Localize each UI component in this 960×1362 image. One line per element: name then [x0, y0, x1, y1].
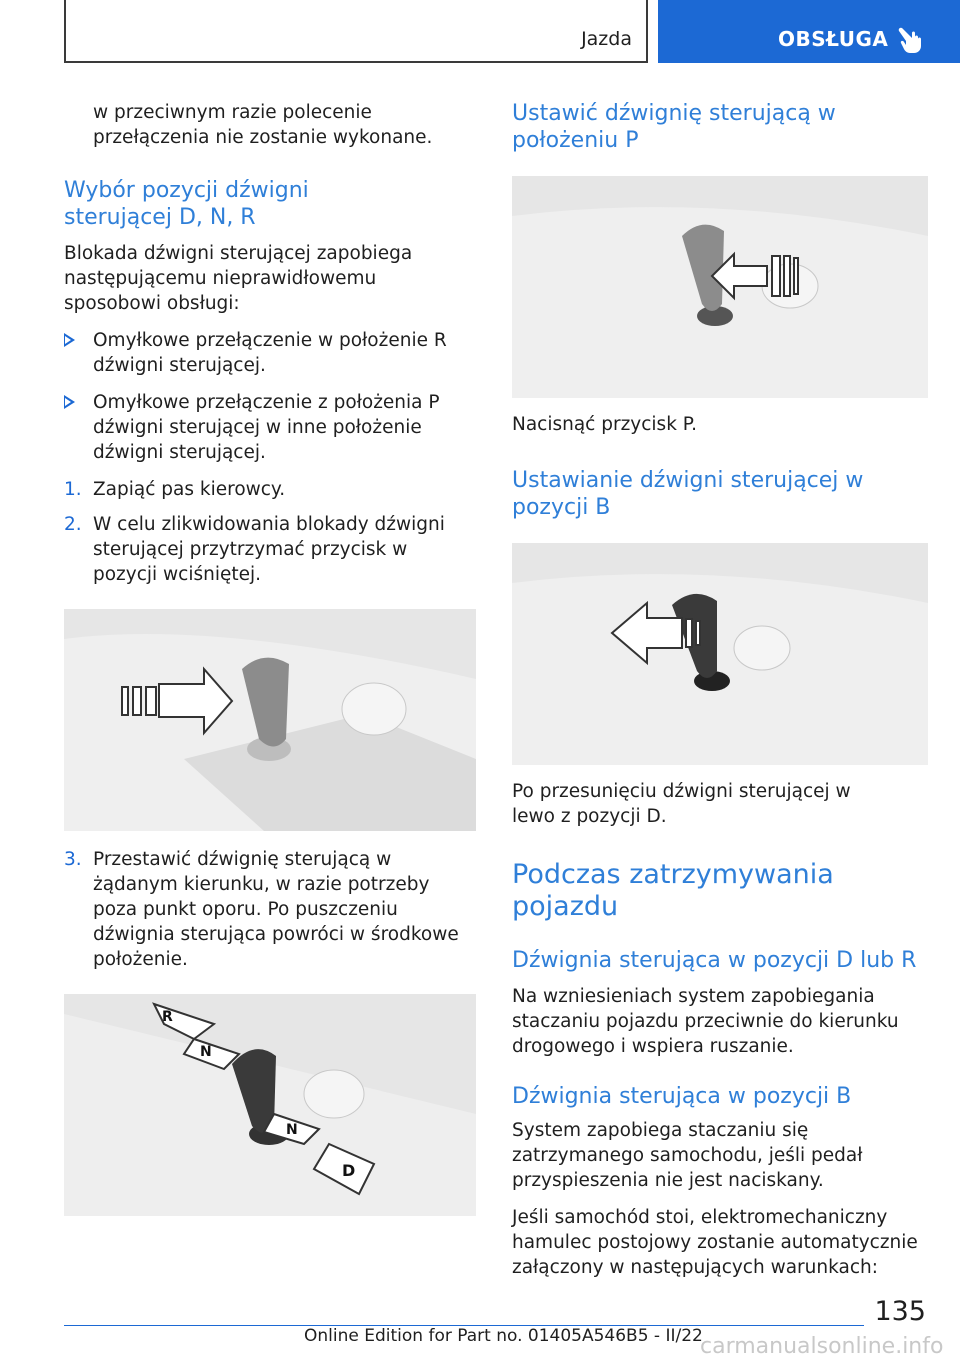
header-chapter-title: OBSŁUGA [778, 27, 889, 51]
press-p-text: Nacisnąć przycisk P. [512, 414, 697, 435]
figure-p-button [512, 176, 928, 398]
step-number: 3. [64, 849, 82, 870]
step-text: Przestawić dźwignię sterującą w żądanym kierunku, w razie potrzeby poza punkt oporu. Po puszczeniu dźwignia sterująca powróci w środkowe położenie. [93, 849, 459, 970]
bullet-text: Omyłkowe przełączenie z położenia P dźwigni sterującej w inne położenie dźwigni sterującej. [93, 392, 440, 463]
left-column [64, 100, 484, 1216]
right-column [512, 100, 928, 1280]
b-position-description: System zapobiega staczaniu się zatrzymanego samochodu, jeśli pedał przyspieszenia nie jest naciskany. [512, 1120, 863, 1191]
page-number: 135 [874, 1296, 926, 1327]
pointing-hand-icon [896, 24, 924, 54]
heading-set-p: Ustawić dźwignię sterującą w położeniu P [512, 101, 836, 153]
step-text: W celu zlikwidowania blokady dźwigni sterującej przytrzymać przycisk w pozycji wciśniętej. [93, 514, 445, 585]
step-item [64, 477, 484, 502]
heading-b-position: Dźwignia sterująca w pozycji B [512, 1084, 852, 1109]
d-or-r-text: Na wzniesieniach system zapobiegania staczaniu pojazdu przeciwnie do kierunku drogowego i wspiera ruszanie. [512, 986, 899, 1057]
bullet-item [64, 390, 484, 465]
step-number: 2. [64, 514, 82, 535]
b-position-text: Po przesunięciu dźwigni sterującej w lewo z pozycji D. [512, 781, 851, 827]
step-item [64, 512, 468, 587]
intro-text: w przeciwnym razie polecenie przełączenia nie zostanie wykonane. [93, 102, 433, 148]
triangle-bullet-icon [64, 395, 75, 409]
heading-set-b: Ustawianie dźwigni sterującej w pozycji B [512, 468, 864, 520]
figure-selector-lever-press [64, 609, 476, 831]
figure-b-position [512, 543, 928, 765]
step-item [64, 847, 478, 972]
direction-label-r: R [162, 1009, 173, 1025]
triangle-bullet-icon [64, 333, 75, 347]
bullet-text: Omyłkowe przełączenie w położenie R dźwigni sterującej. [93, 330, 447, 376]
section-stopping-vehicle: Podczas zatrzymywania pojazdu [512, 859, 834, 922]
step-text: Zapiąć pas kierowcy. [93, 479, 286, 500]
watermark: carmanualsonline.info [700, 1334, 944, 1359]
direction-label-n-down: N [286, 1122, 298, 1138]
parking-brake-text: Jeśli samochód stoi, elektromechaniczny hamulec postojowy zostanie automatycznie załączony w następujących warunkach: [512, 1207, 918, 1278]
heading-d-or-r: Dźwignia sterująca w pozycji D lub R [512, 948, 917, 973]
header-section-box [64, 0, 648, 63]
header-section-title: Jazda [581, 28, 632, 50]
direction-label-n-up: N [200, 1044, 212, 1060]
heading-select-position: Wybór pozycji dźwigni sterującej D, N, R [64, 178, 309, 230]
bullet-item [64, 328, 484, 378]
lock-description: Blokada dźwigni sterującej zapobiega następującemu nieprawidłowemu sposobowi obsługi: [64, 243, 413, 314]
edition-text: Online Edition for Part no. 01405A546B5 - II/22 [304, 1326, 703, 1346]
header-chapter-tab [658, 0, 960, 63]
figure-selector-lever-directions [64, 994, 476, 1216]
step-number: 1. [64, 479, 82, 500]
direction-label-d: D [342, 1161, 356, 1180]
